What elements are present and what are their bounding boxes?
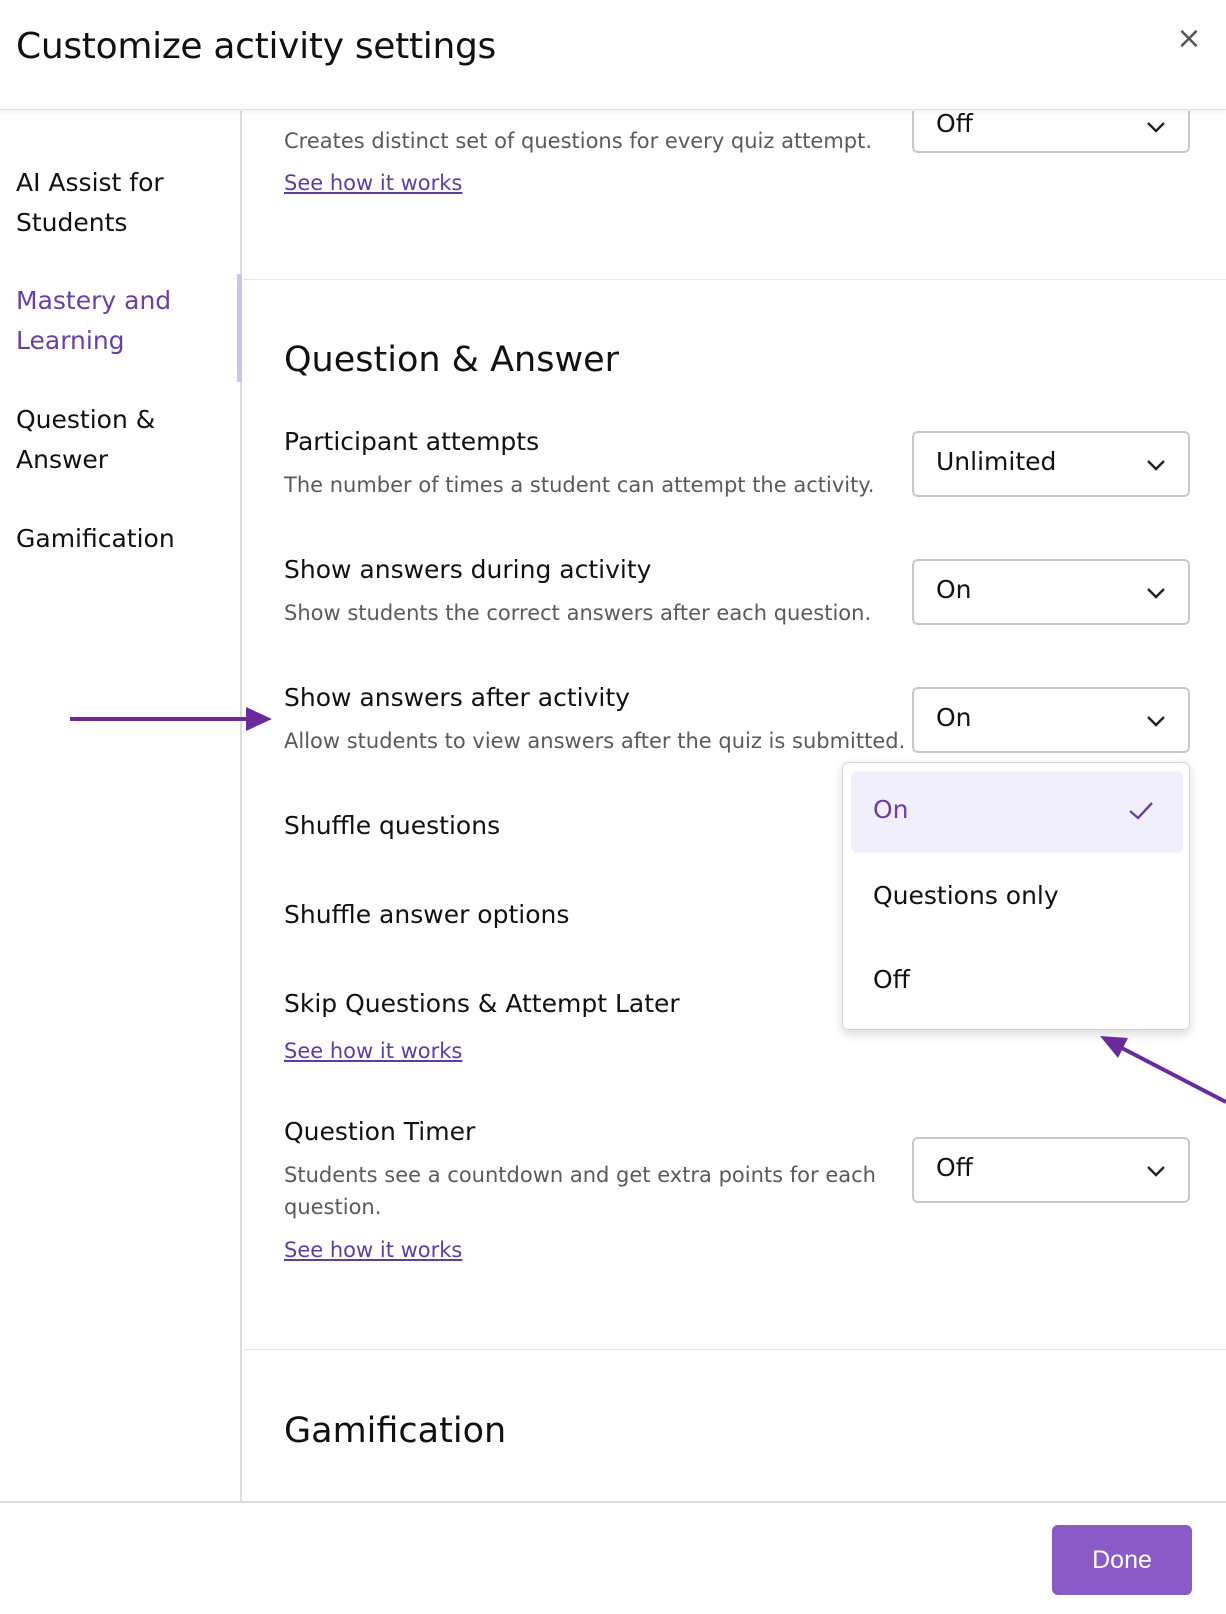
shuffle-answer-options-label: Shuffle answer options [284, 900, 570, 929]
show-answers-after-label: Show answers after activity [284, 683, 630, 712]
dialog-header [0, 0, 1226, 110]
show-answers-during-label: Show answers during activity [284, 555, 652, 584]
dropdown-option-off[interactable]: Off [873, 965, 910, 994]
show-answers-after-description: Allow students to view answers after the quiz is submitted. [284, 729, 906, 753]
shuffle-questions-label: Shuffle questions [284, 811, 501, 840]
question-timer-select[interactable]: Off [912, 1137, 1190, 1203]
skip-questions-label: Skip Questions & Attempt Later [284, 989, 680, 1018]
question-answer-section-title: Question & Answer [284, 340, 619, 380]
done-button[interactable]: Done [1052, 1525, 1192, 1595]
checkmark-icon [1127, 799, 1155, 823]
section-divider [244, 1349, 1226, 1350]
participant-attempts-select[interactable]: Unlimited [912, 431, 1190, 497]
sidebar-active-indicator [237, 274, 242, 382]
show-answers-after-dropdown-menu [842, 762, 1190, 1030]
sidebar-item-ai-assist[interactable]: AI Assist for Students [16, 168, 164, 237]
dialog-footer [0, 1501, 1226, 1614]
sidebar-nav [0, 111, 242, 1501]
dropdown-option-on[interactable]: On [851, 771, 1183, 853]
dialog-title: Customize activity settings [16, 26, 497, 67]
participant-attempts-label: Participant attempts [284, 427, 540, 456]
question-variation-select[interactable]: Off [912, 111, 1190, 153]
close-icon[interactable]: × [1176, 21, 1202, 56]
see-how-it-works-link-3[interactable]: See how it works [284, 1238, 463, 1262]
close-button[interactable] [1172, 22, 1206, 56]
section-divider [244, 279, 1226, 280]
show-answers-during-select[interactable]: On [912, 559, 1190, 625]
show-answers-during-description: Show students the correct answers after each question. [284, 601, 872, 625]
sidebar-item-gamification[interactable]: Gamification [16, 524, 175, 553]
chevron-down-icon [1144, 1159, 1168, 1183]
chevron-down-icon [1144, 581, 1168, 605]
chevron-down-icon [1144, 115, 1168, 139]
chevron-down-icon [1144, 453, 1168, 477]
chevron-down-icon [1144, 709, 1168, 733]
see-how-it-works-link-1[interactable]: See how it works [284, 171, 463, 195]
sidebar-item-question-answer[interactable]: Question & Answer [16, 405, 156, 474]
show-answers-after-select[interactable]: On [912, 687, 1190, 753]
question-timer-label: Question Timer [284, 1117, 476, 1146]
question-timer-description-line1: Students see a countdown and get extra points for each [284, 1163, 876, 1187]
dropdown-option-questions-only[interactable]: Questions only [873, 881, 1059, 910]
see-how-it-works-link-2[interactable]: See how it works [284, 1039, 463, 1063]
participant-attempts-description: The number of times a student can attempt the activity. [284, 473, 875, 497]
gamification-section-title: Gamification [284, 1411, 507, 1451]
question-variation-description: Creates distinct set of questions for every quiz attempt. [284, 129, 873, 153]
question-timer-description-line2: question. [284, 1195, 382, 1219]
sidebar-item-mastery-learning[interactable]: Mastery and Learning [16, 286, 172, 355]
